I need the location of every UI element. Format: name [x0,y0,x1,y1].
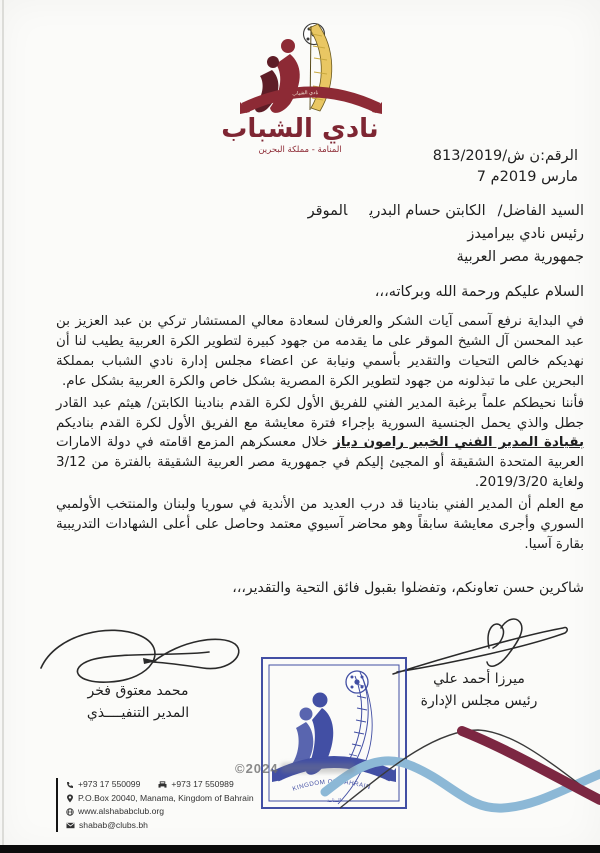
letter-body [56,312,584,557]
paragraph-2-start: فأننا نحيطكم علماً برغبة المدير الفني للفريق الأول لكرة القدم بنادينا الكابتن/ هيثم عبد القادر جطل والذي يحمل الجنسية السورية بإجراء فترة معايشة مع الفريق الأول لكرة القدم بناديكم [56,395,584,431]
signature-executive [28,622,248,724]
footer-address-row [66,792,254,806]
chairman-title: رئيس مجلس الإدارة [420,693,538,709]
recipient-honorific: الموقر [307,203,348,219]
crest-arc-text: نادي الشباب [291,89,319,98]
address-text: P.O.Box 20040, Manama, Kingdom of Bahrain [78,792,254,803]
letter-date: 7 مارس 2019م [476,169,578,185]
club-crest [0,20,600,155]
paragraph-2-end: خلال معسكرهم المزمع اقامته في دولة الامارات العربية المتحدة الشقيقة أو المجيئ إليكم في جمهورية مصر العربية الشقيقة بالفترة من 3/12 ولغاية 2019/3/20. [56,435,584,491]
blue-ribbon [325,761,600,808]
recipient-salutation: السيد الفاضل/ [497,203,584,219]
chairman-name: ميرزا أحمد علي [433,671,525,687]
executive-name: محمد معتوق فخر [87,683,189,699]
recipient-block [308,200,584,269]
greeting-line: السلام عليكم ورحمة الله وبركاته،،، [374,284,584,300]
globe-icon [66,808,74,816]
club-crest-icon [226,20,396,116]
stamp-kingdom-text: KINGDOM OF BAHRAIN [291,778,372,793]
paragraph-2 [56,394,584,494]
executive-title: المدير التنفيــــذي [86,705,190,721]
coach-name-emphasis: بقيادة المدير الفني الخبير رامون دياز [333,435,584,451]
club-location: المنامة - مملكة البحرين [258,145,342,155]
recipient-name: الكابتن حسام البدري [369,203,486,219]
footer-phone-row [66,778,254,792]
watermark [235,761,355,776]
stamp-city-text: المنامة [326,798,342,804]
closing-line: شاكرين حسن تعاونكم، وتفضلوا بقبول فائق التحية والتقدير،،، [232,580,584,596]
footer-website-row [66,805,254,819]
fax-number: +973 17 550989 [171,779,234,789]
footer-contacts [56,778,254,832]
website-text: www.alshababclub.org [78,806,164,816]
recipient-line1 [308,200,584,223]
watermark-blur [281,763,355,773]
phone-icon [66,781,74,789]
watermark-year: ©2024 [235,761,279,776]
footer-email-row [66,819,254,833]
location-icon [66,794,74,803]
email-text: shabab@clubs.bh [79,819,148,830]
phone-number: +973 17 550099 [78,779,141,789]
paragraph-3: مع العلم أن المدير الفني بنادينا قد درب العديد من الأندية في سوريا ولبنان والمنتخب الأولمبي السوري وأجرى معايشة سابقاً وهو محاضر آسيوي معتمد وحاصل على أعلى الشهادات التدريبية بقارة آسيا. [56,497,584,552]
letter-meta [433,146,578,188]
fax-icon [158,781,167,789]
club-name-calligraphy: نادي الشباب [221,114,379,144]
maroon-ribbon [462,731,600,800]
reference-number: الرقم:ن ش/813/2019 [432,148,578,164]
scan-bottom-bar [0,845,600,853]
recipient-title: رئيس نادي بيراميدز [467,226,584,242]
recipient-country: جمهورية مصر العربية [456,249,584,265]
paragraph-1: في البداية نرفع آسمى آيات الشكر والعرفان لسعادة معالي المستشار تركي بن عبد العزيز بن عبد المحسن آل الشيخ الموقر على ما يقدمه من جهود كبيرة لتطوير الكرة العربية يطيب لنا أن نهديكم خالص التحيات والتقدير بأسمي ونيابة عن اعضاء مجلس إدارة نادي الشباب بمملكة البحرين على ما تبذلونه من جهود لتطوير الكرة المصرية بشكل خاص والكرة العربية بشكل عام. [56,314,584,389]
email-icon [66,822,75,829]
